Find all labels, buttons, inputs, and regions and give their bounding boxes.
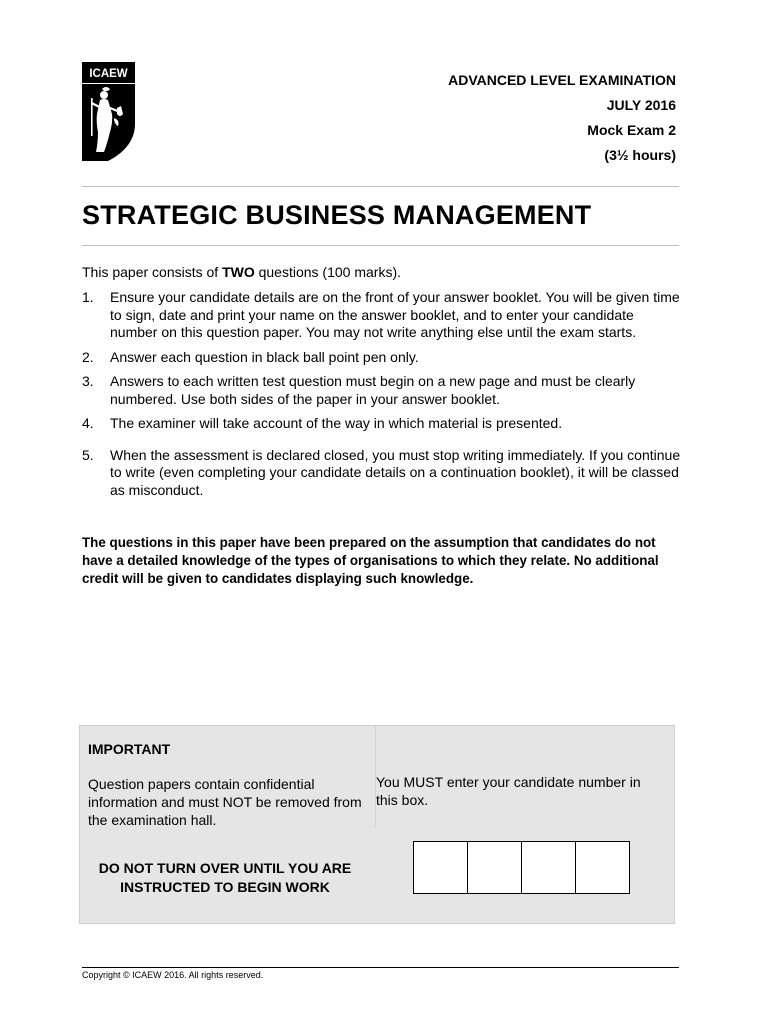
instructions-list	[82, 289, 682, 499]
exam-duration: (3½ hours)	[604, 147, 676, 163]
intro-bold: TWO	[222, 264, 255, 280]
list-item	[82, 447, 682, 500]
list-item	[82, 289, 682, 342]
item-number: 5.	[82, 446, 94, 463]
logo-text: ICAEW	[89, 68, 128, 80]
assumption-notice: The questions in this paper have been prepared on the assumption that candidates do not have a detailed knowledge of the types of organisations to which they relate. No additional credit will be given to candidates displaying such knowledge.	[82, 535, 659, 586]
exam-date: JULY 2016	[606, 97, 676, 113]
page-title: STRATEGIC BUSINESS MANAGEMENT	[82, 200, 592, 230]
divider	[82, 245, 679, 246]
important-text: Question papers contain confidential information and must NOT be removed from the examination hall.	[88, 776, 362, 828]
important-box	[79, 725, 675, 924]
icaew-logo	[82, 62, 135, 161]
list-item	[82, 415, 682, 433]
candidate-number-cell[interactable]	[575, 841, 630, 894]
exam-level: ADVANCED LEVEL EXAMINATION	[448, 72, 676, 88]
important-heading: IMPORTANT	[88, 741, 171, 757]
exam-header	[448, 72, 676, 172]
item-text: Answers to each written test question must begin on a new page and must be clearly numbered. Use both sides of the paper in your answer booklet.	[110, 373, 636, 407]
candidate-number-box	[413, 841, 629, 894]
item-number: 4.	[82, 415, 94, 431]
item-text: Answer each question in black ball point pen only.	[110, 348, 419, 365]
list-item	[82, 373, 682, 408]
intro-text	[82, 264, 401, 280]
candidate-instruction: You MUST enter your candidate number in this box.	[376, 774, 641, 808]
copyright: Copyright © ICAEW 2016. All rights reserved.	[82, 970, 264, 980]
candidate-number-cell[interactable]	[413, 841, 468, 894]
item-number: 1.	[82, 289, 94, 305]
intro-before: This paper consists of	[82, 264, 223, 280]
icaew-crest-icon	[82, 62, 135, 161]
item-text: The examiner will take account of the way in which material is presented.	[110, 415, 563, 431]
intro-after: questions (100 marks).	[254, 264, 402, 280]
list-item	[82, 349, 682, 367]
item-text: Ensure your candidate details are on the front of your answer booklet. You will be given time to sign, date and print your name on the answer booklet, and to enter your candidate number on this question paper. You may not write anything else until the exam starts.	[110, 289, 680, 340]
candidate-number-cell[interactable]	[467, 841, 522, 894]
turn-over-warning: DO NOT TURN OVER UNTIL YOU ARE INSTRUCTED TO BEGIN WORK	[98, 860, 352, 895]
footer-rule	[82, 967, 679, 968]
candidate-number-cell[interactable]	[521, 841, 576, 894]
item-number: 2.	[82, 348, 94, 365]
item-text: When the assessment is declared closed, you must stop writing immediately. If you continue to write (even completing your candidate details on a continuation booklet), it will be classed as misconduct.	[110, 446, 681, 498]
divider	[82, 186, 679, 187]
item-number: 3.	[82, 373, 94, 389]
exam-name: Mock Exam 2	[587, 122, 676, 138]
